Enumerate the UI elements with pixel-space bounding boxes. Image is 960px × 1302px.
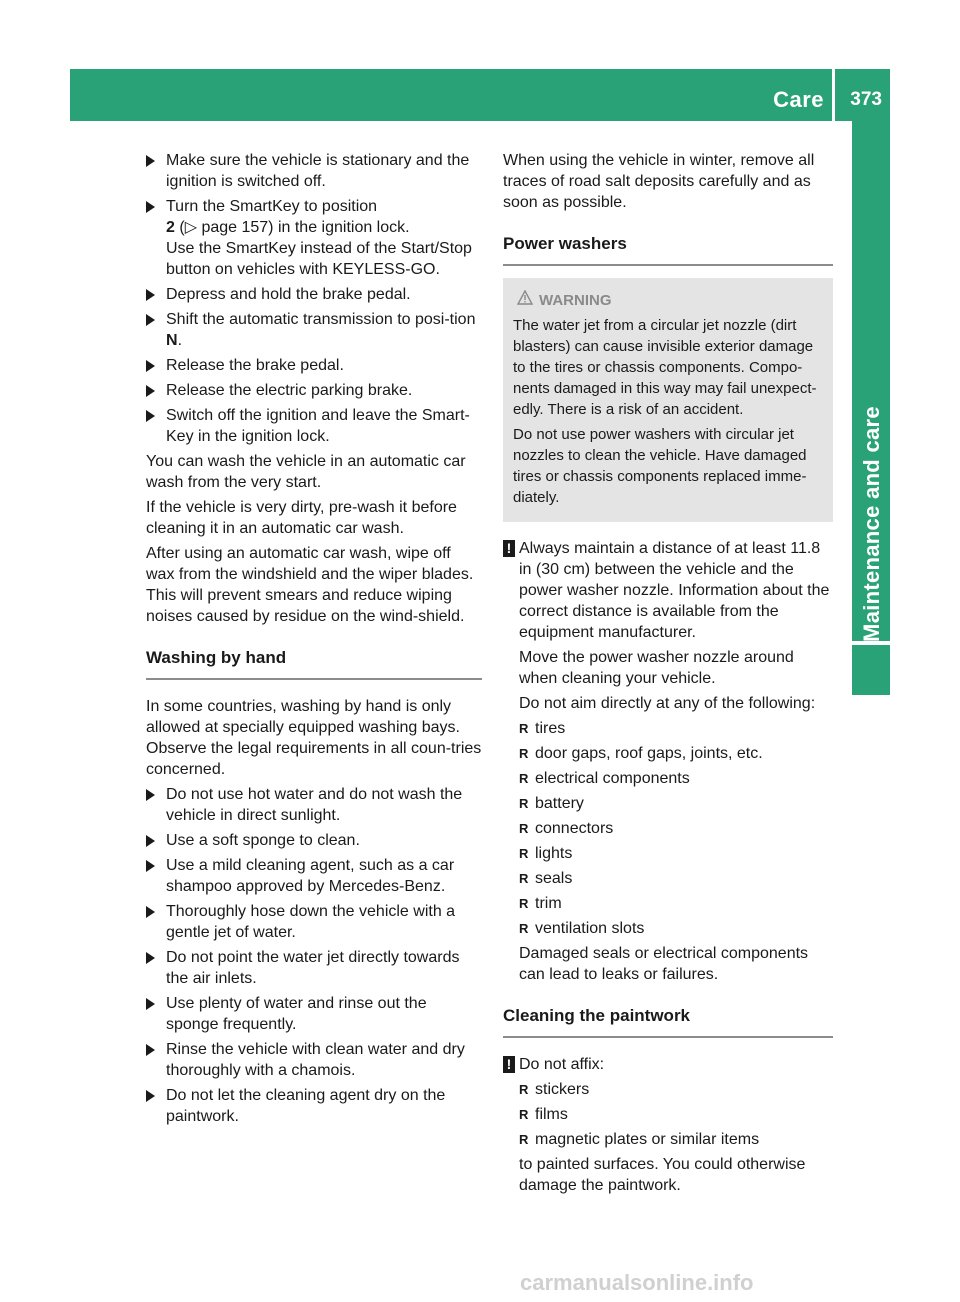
list-item: R lights xyxy=(519,845,573,862)
step-item: Release the brake pedal. xyxy=(146,355,482,376)
step-arrow-icon xyxy=(146,952,155,964)
notice-text: to painted surfaces. You could otherwise damage the paintwork. xyxy=(519,1156,806,1194)
step-arrow-icon xyxy=(146,860,155,872)
left-column xyxy=(146,150,482,1131)
heading-power-washers: Power washers xyxy=(503,233,833,266)
watermark: carmanualsonline.info xyxy=(520,1270,754,1295)
bullet-icon: R xyxy=(519,1132,529,1147)
list-item: R tires xyxy=(519,720,566,737)
step-arrow-icon xyxy=(146,314,155,326)
step-arrow-icon xyxy=(146,155,155,167)
page-number: 373 xyxy=(850,89,882,110)
step-arrow-icon xyxy=(146,789,155,801)
list-item: R ventilation slots xyxy=(519,920,645,937)
step-item: Use a soft sponge to clean. xyxy=(146,830,482,851)
list-item: R trim xyxy=(519,895,562,912)
list-item: R electrical components xyxy=(519,770,690,787)
list-item: R magnetic plates or similar items xyxy=(519,1131,760,1148)
paragraph: You can wash the vehicle in an automatic car wash from the very start. xyxy=(146,453,466,491)
bullet-icon: R xyxy=(519,1082,529,1097)
step-arrow-icon xyxy=(146,385,155,397)
warning-header: WARNING xyxy=(513,290,823,311)
paragraph: If the vehicle is very dirty, pre-wash it before cleaning it in an automatic car wash. xyxy=(146,499,457,537)
step-item: Rinse the vehicle with clean water and dry thoroughly with a chamois. xyxy=(146,1039,482,1081)
notice-text: Do not aim directly at any of the following: xyxy=(519,695,816,712)
gear-label: N xyxy=(166,332,178,349)
step-arrow-icon xyxy=(146,1090,155,1102)
step-arrow-icon xyxy=(146,998,155,1010)
bullet-icon: R xyxy=(519,921,529,936)
notice-text: Do not affix: xyxy=(519,1056,605,1073)
step-arrow-icon xyxy=(146,289,155,301)
header-divider xyxy=(832,69,835,121)
list-item: R seals xyxy=(519,870,573,887)
notice-block xyxy=(503,538,833,985)
chapter-tab-label: Maintenance and care xyxy=(859,406,884,642)
step-arrow-icon xyxy=(146,1044,155,1056)
notice-text: Always maintain a distance of at least 11.8 in (30 cm) between the vehicle and the power washer nozzle. Information about the correct distance is available from the equipment manufacturer. xyxy=(519,540,830,641)
step-item: Do not let the cleaning agent dry on the paintwork. xyxy=(146,1085,482,1127)
bullet-icon: R xyxy=(519,846,529,861)
bullet-icon: R xyxy=(519,1107,529,1122)
step-arrow-icon xyxy=(146,906,155,918)
notice-exclamation-icon: ! xyxy=(503,540,515,557)
step-item: Turn the SmartKey to position 2 (▷ page 157) in the ignition lock. Use the SmartKey instead of the Start/Stop button on vehicles with KEYLESS-GO. xyxy=(146,196,482,280)
step-item: Make sure the vehicle is stationary and the ignition is switched off. xyxy=(146,150,482,192)
notice-text: Damaged seals or electrical components can lead to leaks or failures. xyxy=(519,945,809,983)
position-number: 2 xyxy=(166,219,175,236)
step-item: Switch off the ignition and leave the Smart-Key in the ignition lock. xyxy=(146,405,482,447)
notice-exclamation-icon: ! xyxy=(503,1056,515,1073)
step-item: Shift the automatic transmission to posi-tion N. xyxy=(146,309,482,351)
notice-block xyxy=(503,1054,833,1196)
step-arrow-icon xyxy=(146,201,155,213)
heading-washing-by-hand: Washing by hand xyxy=(146,647,482,680)
chapter-tab-marker xyxy=(852,645,890,695)
warning-text: Do not use power washers with circular jet nozzles to clean the vehicle. Have damaged tires or chassis components replaced imme-diately. xyxy=(513,426,807,506)
warning-box xyxy=(503,278,833,522)
list-item: R battery xyxy=(519,795,584,812)
bullet-icon: R xyxy=(519,821,529,836)
bullet-icon: R xyxy=(519,896,529,911)
right-column xyxy=(503,150,833,1200)
list-item: R stickers xyxy=(519,1081,590,1098)
header-bar xyxy=(70,69,890,121)
bullet-icon: R xyxy=(519,721,529,736)
bullet-icon: R xyxy=(519,771,529,786)
bullet-icon: R xyxy=(519,796,529,811)
paragraph: When using the vehicle in winter, remove all traces of road salt deposits carefully and as soon as possible. xyxy=(503,152,815,211)
paragraph: In some countries, washing by hand is only allowed at specially equipped washing bays. Observe the legal requirements in all coun-tries concerned. xyxy=(146,698,482,778)
notice-text: Move the power washer nozzle around when cleaning your vehicle. xyxy=(519,649,794,687)
paragraph: After using an automatic car wash, wipe off wax from the windshield and the wiper blades. This will prevent smears and reduce wiping noises caused by residue on the wind-shield. xyxy=(146,545,474,625)
step-item: Do not point the water jet directly towards the air inlets. xyxy=(146,947,482,989)
step-item: Do not use hot water and do not wash the vehicle in direct sunlight. xyxy=(146,784,482,826)
list-item: R door gaps, roof gaps, joints, etc. xyxy=(519,745,763,762)
step-item: Release the electric parking brake. xyxy=(146,380,482,401)
bullet-icon: R xyxy=(519,871,529,886)
step-item: Depress and hold the brake pedal. xyxy=(146,284,482,305)
step-item: Use plenty of water and rinse out the sponge frequently. xyxy=(146,993,482,1035)
list-item: R films xyxy=(519,1106,568,1123)
section-title: Care xyxy=(773,87,824,112)
step-arrow-icon xyxy=(146,835,155,847)
step-arrow-icon xyxy=(146,360,155,372)
step-item: Use a mild cleaning agent, such as a car shampoo approved by Mercedes-Benz. xyxy=(146,855,482,897)
heading-cleaning-paintwork: Cleaning the paintwork xyxy=(503,1005,833,1038)
warning-triangle-icon xyxy=(517,290,533,305)
warning-text: The water jet from a circular jet nozzle (dirt blasters) can cause invisible exterior damage to the tires or chassis components. Compo-nents damaged in this way may fail unexpect-edly. There is a risk of an accident. xyxy=(513,317,817,418)
list-item: R connectors xyxy=(519,820,614,837)
step-arrow-icon xyxy=(146,410,155,422)
step-item: Thoroughly hose down the vehicle with a gentle jet of water. xyxy=(146,901,482,943)
page-reference: (▷ page 157) in the ignition lock. xyxy=(179,219,410,236)
bullet-icon: R xyxy=(519,746,529,761)
